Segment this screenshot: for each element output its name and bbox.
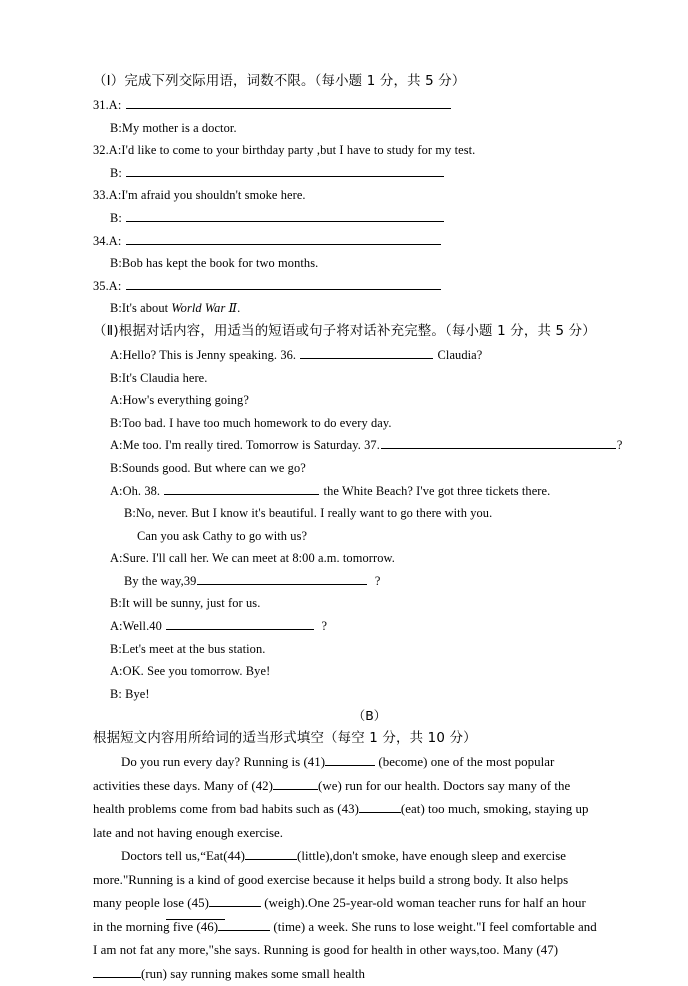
dialogue-38-post: the White Beach? I've got three tickets there. <box>323 483 551 498</box>
part-b-paragraph-1 <box>93 751 598 845</box>
answer-blank-41[interactable] <box>325 755 375 766</box>
item-32-b-label: B: <box>110 165 122 180</box>
dialogue-line-b7: B: Bye! <box>110 686 150 701</box>
dialogue-line-a2: A:Sure. I'll call her. We can meet at 8:00 a.m. tomorrow. <box>110 551 395 566</box>
para2-text-2: (little),don't smoke, have enough sleep and exercise more."Running is a kind of good exercise because it helps build a strong body. It also helps many people lose (45) <box>93 849 569 911</box>
answer-blank-45[interactable] <box>209 896 261 907</box>
dialogue-line-b2: B:Too bad. I have too much homework to do every day. <box>110 415 392 430</box>
page-content <box>93 70 623 986</box>
dialogue-line-b6: B:Let's meet at the bus station. <box>110 641 266 656</box>
para2-text-5: (run) say running makes some small health <box>141 966 366 981</box>
dialogue-line-b5: B:It will be sunny, just for us. <box>110 596 261 611</box>
dialogue-37-pre: A:Me too. I'm really tired. Tomorrow is Saturday. 37. <box>110 438 380 453</box>
answer-blank-42[interactable] <box>273 779 318 790</box>
para2-text-1: Doctors tell us,“Eat(44) <box>121 849 245 864</box>
part-b-heading: 根据短文内容用所给词的适当形式填空（每空 1 分，共 10 分） <box>93 731 477 747</box>
item-32-line-a <box>93 139 598 162</box>
dialogue-line-b3: B:Sounds good. But where can we go? <box>110 460 306 475</box>
dialogue-39-post: ? <box>374 573 381 588</box>
dialogue-37-post: ? <box>616 438 623 453</box>
item-32-number: 32.A: <box>93 143 122 158</box>
dialogue-40-post: ? <box>321 619 328 634</box>
answer-blank-33[interactable] <box>126 211 444 222</box>
answer-blank-36[interactable] <box>300 348 433 359</box>
para1-text-3: (we) run for our health. Doctors say many of the health problems come from bad habits such as (43) <box>93 778 571 817</box>
answer-blank-39[interactable] <box>197 574 367 585</box>
answer-blank-34[interactable] <box>126 233 441 244</box>
item-35-book-title: World War Ⅱ <box>171 301 238 316</box>
item-34-line-a <box>93 230 598 253</box>
dialogue-line-b4: B:No, never. But I know it's beautiful. I really want to go there with you. <box>124 506 493 521</box>
item-33-line-b <box>93 207 598 230</box>
section-1-heading: （Ⅰ）完成下列交际用语，词数不限。（每小题 1 分，共 5 分） <box>93 74 466 89</box>
item-33-b-label: B: <box>110 210 122 225</box>
item-34-number: 34.A: <box>93 233 122 248</box>
item-35-b-label: B:It's about <box>110 301 172 316</box>
dialogue-line-a1: A:How's everything going? <box>110 393 249 408</box>
item-35-number: 35.A: <box>93 278 122 293</box>
item-32-text-a: I'd like to come to your birthday party ,but I have to study for my test. <box>121 143 476 158</box>
item-35-line-a <box>93 275 598 298</box>
item-33-number: 33.A: <box>93 188 122 203</box>
answer-blank-43[interactable] <box>359 802 401 813</box>
trailing-answer-rule[interactable] <box>166 919 225 920</box>
dialogue-line-37 <box>93 434 623 457</box>
dialogue-40-pre: A:Well.40 <box>110 619 162 634</box>
para1-text-4: (eat) too much, smoking, staying up late and not having enough exercise. <box>93 802 589 840</box>
item-31-line-a <box>93 94 598 117</box>
answer-blank-31[interactable] <box>126 98 451 109</box>
item-31-line-b: B:My mother is a doctor. <box>110 120 237 135</box>
dialogue-line-36 <box>93 344 598 367</box>
dialogue-line-40 <box>93 615 598 638</box>
item-35-line-b <box>93 297 598 320</box>
answer-blank-32[interactable] <box>126 166 444 177</box>
answer-blank-47[interactable] <box>93 967 141 978</box>
para1-text-2: (become) one of the most popular activities these days. Many of (42) <box>93 755 555 793</box>
para2-text-3: (weigh).One 25-year-old woman teacher runs for half an hour in the morning five (46) <box>93 896 586 934</box>
item-32-line-b <box>93 162 598 185</box>
part-b-marker <box>93 705 598 727</box>
item-35-period: . <box>237 301 241 316</box>
dialogue-36-post: Claudia? <box>437 347 483 362</box>
answer-blank-40[interactable] <box>166 619 314 630</box>
item-31-number: 31.A: <box>93 98 122 112</box>
part-b-paragraph-2 <box>93 845 598 986</box>
part-b-marker-text: （B） <box>352 708 387 724</box>
dialogue-line-b4-cont: Can you ask Cathy to go with us? <box>137 528 308 543</box>
section-2-heading: （Ⅱ)根据对话内容，用适当的短语或句子将对话补充完整。（每小题 1 分，共 5 分） <box>93 323 596 339</box>
dialogue-39-pre: By the way,39 <box>124 573 197 588</box>
answer-blank-37[interactable] <box>381 438 616 449</box>
dialogue-36-pre: A:Hello? This is Jenny speaking. 36. <box>110 347 297 362</box>
dialogue-line-b1: B:It's Claudia here. <box>110 370 208 385</box>
dialogue-line-a3: A:OK. See you tomorrow. Bye! <box>110 664 271 679</box>
item-33-line-a <box>93 184 598 207</box>
item-33-text-a: I'm afraid you shouldn't smoke here. <box>121 188 306 203</box>
para2-text-4: (time) a week. She runs to lose weight."I feel comfortable and I am not fat any more,"she says. Running is good for health in other ways,too. Many (47) <box>93 919 597 958</box>
item-34-line-b: B:Bob has kept the book for two months. <box>110 256 319 271</box>
para1-text-1: Do you run every day? Running is (41) <box>121 755 326 770</box>
answer-blank-38[interactable] <box>164 483 319 494</box>
answer-blank-46[interactable] <box>218 920 270 931</box>
dialogue-38-pre: A:Oh. 38. <box>110 483 161 498</box>
answer-blank-44[interactable] <box>245 849 297 860</box>
answer-blank-35[interactable] <box>126 279 441 290</box>
dialogue-line-39 <box>93 570 598 593</box>
dialogue-line-38 <box>93 480 598 503</box>
